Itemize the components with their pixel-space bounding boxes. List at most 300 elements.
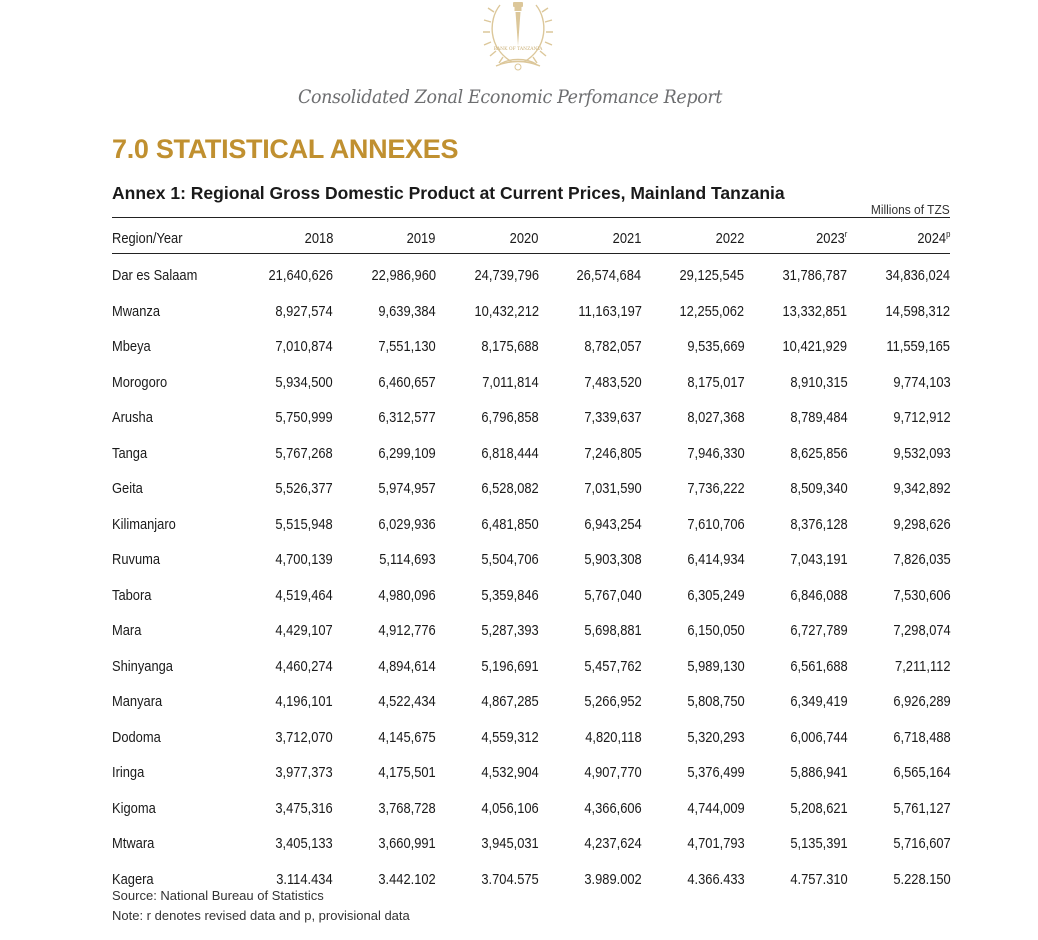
table-row <box>112 365 950 401</box>
region-name: Dar es Salaam <box>112 267 198 285</box>
gdp-value-cell <box>642 862 745 898</box>
gdp-value: 7,010,874 <box>275 338 333 356</box>
gdp-value-cell <box>333 329 436 365</box>
column-header-superscript: r <box>844 228 848 239</box>
gdp-value-cell <box>333 294 436 330</box>
region-name: Manyara <box>112 693 163 711</box>
gdp-value: 4,912,776 <box>378 622 436 640</box>
gdp-value: 3,768,728 <box>378 799 436 817</box>
gdp-value-cell <box>642 542 745 578</box>
gdp-value-cell <box>230 436 333 472</box>
gdp-value: 4,522,434 <box>378 693 436 711</box>
gdp-value: 4,744,009 <box>687 799 745 817</box>
gdp-value-cell <box>333 507 436 543</box>
gdp-value-cell <box>539 826 642 862</box>
column-header-label: 2020 <box>509 229 539 247</box>
region-name-cell <box>112 329 230 365</box>
gdp-value-cell <box>436 471 539 507</box>
region-name-cell <box>112 507 230 543</box>
report-title: Consolidated Zonal Economic Perfomance Report <box>297 86 723 108</box>
gdp-value: 5,320,293 <box>687 728 745 746</box>
region-name-cell <box>112 436 230 472</box>
gdp-value: 6,727,789 <box>789 622 848 640</box>
gdp-value-cell <box>744 254 847 294</box>
gdp-value: 7,211,112 <box>894 657 951 675</box>
gdp-value-cell <box>436 791 539 827</box>
gdp-value: 5,457,762 <box>584 657 642 675</box>
region-name-cell <box>112 365 230 401</box>
gdp-value-cell <box>539 862 642 898</box>
gdp-value-cell <box>333 254 436 294</box>
gdp-value: 4,867,285 <box>481 693 539 711</box>
table-row <box>112 400 950 436</box>
gdp-value-cell <box>847 649 950 685</box>
column-header-label: 2018 <box>304 229 333 247</box>
gdp-value-cell <box>847 542 950 578</box>
gdp-value-cell <box>744 329 847 365</box>
region-name: Ruvuma <box>112 551 161 569</box>
gdp-value: 5,526,377 <box>275 480 333 498</box>
gdp-value: 4,145,675 <box>378 728 436 746</box>
table-header-row <box>112 222 950 254</box>
gdp-value: 9,535,669 <box>687 338 745 356</box>
gdp-value-cell <box>436 826 539 862</box>
gdp-value-cell <box>230 826 333 862</box>
column-header-year <box>744 222 847 254</box>
gdp-value: 12,255,062 <box>679 302 745 320</box>
gdp-value: 8,175,688 <box>481 338 539 356</box>
gdp-value: 24,739,796 <box>474 267 539 285</box>
gdp-value: 3,977,373 <box>275 764 333 782</box>
gdp-value: 6,460,657 <box>378 373 436 391</box>
gdp-value: 5,504,706 <box>481 551 539 569</box>
gdp-value-cell <box>230 507 333 543</box>
gdp-value-cell <box>847 862 950 898</box>
gdp-value: 3.114.434 <box>276 870 333 888</box>
gdp-value: 5,359,846 <box>481 586 539 604</box>
gdp-value: 4,820,118 <box>585 728 642 746</box>
gdp-value-cell <box>230 542 333 578</box>
gdp-value-cell <box>847 684 950 720</box>
gdp-value-cell <box>436 613 539 649</box>
gdp-value-cell <box>333 791 436 827</box>
table-row <box>112 755 950 791</box>
gdp-value: 3.704.575 <box>481 870 539 888</box>
region-name-cell <box>112 294 230 330</box>
column-header-label: 2021 <box>612 229 642 247</box>
gdp-value-cell <box>642 436 745 472</box>
gdp-value: 7,011,814 <box>482 373 539 391</box>
gdp-value-cell <box>744 791 847 827</box>
gdp-value: 6,481,850 <box>481 515 539 533</box>
gdp-value-cell <box>333 471 436 507</box>
source-note: Source: National Bureau of Statistics <box>112 888 324 903</box>
gdp-value-cell <box>436 578 539 614</box>
gdp-value: 5,135,391 <box>789 835 848 853</box>
gdp-value: 5,208,621 <box>789 799 848 817</box>
gdp-value-cell <box>744 507 847 543</box>
gdp-value: 11,163,197 <box>577 302 642 320</box>
gdp-value-cell <box>744 720 847 756</box>
gdp-value-cell <box>333 400 436 436</box>
region-name-cell <box>112 791 230 827</box>
gdp-value: 4.366.433 <box>687 870 745 888</box>
gdp-value: 5,808,750 <box>687 693 745 711</box>
gdp-value-cell <box>333 862 436 898</box>
gdp-value-cell <box>230 471 333 507</box>
region-name: Kagera <box>112 870 154 888</box>
gdp-value-cell <box>744 613 847 649</box>
gdp-value: 9,639,384 <box>378 302 436 320</box>
gdp-value-cell <box>744 826 847 862</box>
gdp-value: 5,989,130 <box>687 657 745 675</box>
gdp-value: 4,701,793 <box>687 835 745 853</box>
column-header-label: 2023 <box>816 229 845 247</box>
gdp-value-cell <box>642 400 745 436</box>
table-row <box>112 720 950 756</box>
gdp-value: 5,761,127 <box>892 799 951 817</box>
gdp-value: 3,660,991 <box>378 835 436 853</box>
column-header-label: 2022 <box>715 229 745 247</box>
gdp-value-cell <box>230 329 333 365</box>
gdp-value: 6,299,109 <box>378 444 436 462</box>
gdp-value-cell <box>847 436 950 472</box>
gdp-value: 3,945,031 <box>481 835 539 853</box>
gdp-value: 7,551,130 <box>378 338 436 356</box>
gdp-value: 4,532,904 <box>481 764 539 782</box>
gdp-value-cell <box>847 329 950 365</box>
gdp-value-cell <box>539 720 642 756</box>
gdp-value-cell <box>230 791 333 827</box>
gdp-value-cell <box>436 507 539 543</box>
gdp-value-cell <box>847 400 950 436</box>
revision-note: Note: r denotes revised data and p, provisional data <box>112 908 410 923</box>
gdp-value: 10,421,929 <box>782 338 848 356</box>
section-title: 7.0 STATISTICAL ANNEXES <box>112 134 459 164</box>
table-row <box>112 254 950 294</box>
column-header-year <box>539 222 642 254</box>
gdp-value: 5,886,941 <box>789 764 848 782</box>
column-header-year <box>230 222 333 254</box>
table-row <box>112 613 950 649</box>
region-name: Kilimanjaro <box>112 515 176 533</box>
gdp-value-cell <box>230 578 333 614</box>
region-name-cell <box>112 400 230 436</box>
gdp-value-cell <box>642 471 745 507</box>
gdp-value: 6,943,254 <box>584 515 642 533</box>
gdp-value: 4,460,274 <box>275 657 333 675</box>
gdp-value-cell <box>539 400 642 436</box>
gdp-value-cell <box>230 684 333 720</box>
gdp-value-cell <box>744 542 847 578</box>
gdp-value-cell <box>230 755 333 791</box>
region-name-cell <box>112 649 230 685</box>
gdp-value-cell <box>539 254 642 294</box>
region-name: Mwanza <box>112 302 161 320</box>
gdp-value-cell <box>539 294 642 330</box>
gdp-value: 5,114,693 <box>379 551 436 569</box>
gdp-value-cell <box>539 613 642 649</box>
gdp-value-cell <box>333 436 436 472</box>
region-name-cell <box>112 720 230 756</box>
gdp-value: 4,429,107 <box>275 622 333 640</box>
gdp-value-cell <box>847 254 950 294</box>
gdp-value: 9,712,912 <box>892 409 951 427</box>
gdp-value: 4,559,312 <box>481 728 539 746</box>
gdp-value-cell <box>436 542 539 578</box>
units-label: Millions of TZS <box>871 202 950 217</box>
table-row <box>112 791 950 827</box>
gdp-value-cell <box>436 755 539 791</box>
gdp-value: 3,405,133 <box>275 835 333 853</box>
gdp-value: 9,342,892 <box>892 480 951 498</box>
gdp-value-cell <box>642 365 745 401</box>
gdp-value: 4,700,139 <box>275 551 333 569</box>
gdp-value-cell <box>847 578 950 614</box>
gdp-value-cell <box>847 294 950 330</box>
region-name: Shinyanga <box>112 657 173 675</box>
gdp-value-cell <box>230 400 333 436</box>
table-row <box>112 507 950 543</box>
gdp-value: 4,894,614 <box>378 657 436 675</box>
gdp-value: 3.989.002 <box>584 870 642 888</box>
gdp-value-cell <box>744 862 847 898</box>
gdp-value-cell <box>539 649 642 685</box>
gdp-value: 5.228.150 <box>892 870 951 888</box>
gdp-value: 14,598,312 <box>885 302 951 320</box>
gdp-value-cell <box>333 365 436 401</box>
gdp-value-cell <box>744 294 847 330</box>
region-name: Geita <box>112 480 143 498</box>
gdp-value: 8,625,856 <box>789 444 848 462</box>
gdp-value: 3.442.102 <box>378 870 436 888</box>
region-name-cell <box>112 471 230 507</box>
gdp-value-cell <box>230 365 333 401</box>
column-header-label: 2019 <box>407 229 436 247</box>
gdp-value: 7,736,222 <box>687 480 745 498</box>
gdp-value: 13,332,851 <box>782 302 848 320</box>
gdp-value: 4,175,501 <box>378 764 436 782</box>
gdp-value-cell <box>333 613 436 649</box>
gdp-value-cell <box>436 436 539 472</box>
gdp-value: 5,376,499 <box>687 764 745 782</box>
gdp-value: 5,196,691 <box>481 657 539 675</box>
gdp-value-cell <box>333 649 436 685</box>
gdp-value: 7,826,035 <box>892 551 951 569</box>
gdp-value: 6,796,858 <box>481 409 539 427</box>
region-name-cell <box>112 254 230 294</box>
gdp-value-cell <box>436 329 539 365</box>
gdp-value-cell <box>847 507 950 543</box>
gdp-value-cell <box>642 329 745 365</box>
gdp-value: 4.757.310 <box>789 870 848 888</box>
region-name: Mara <box>112 622 142 640</box>
gdp-value: 8,509,340 <box>789 480 848 498</box>
gdp-value-cell <box>230 254 333 294</box>
gdp-value: 5,266,952 <box>584 693 642 711</box>
gdp-value: 7,530,606 <box>892 586 951 604</box>
gdp-value-cell <box>642 294 745 330</box>
regional-gdp-table <box>112 222 950 897</box>
gdp-value-cell <box>333 542 436 578</box>
region-name: Morogoro <box>112 373 168 391</box>
gdp-value: 3,475,316 <box>275 799 333 817</box>
gdp-value: 6,528,082 <box>481 480 539 498</box>
gdp-value-cell <box>847 471 950 507</box>
table-row <box>112 471 950 507</box>
gdp-value-cell <box>847 613 950 649</box>
gdp-value: 5,698,881 <box>584 622 642 640</box>
gdp-value: 5,974,957 <box>378 480 436 498</box>
gdp-value-cell <box>642 507 745 543</box>
gdp-value: 3,712,070 <box>275 728 333 746</box>
logo-text: BANK OF TANZANIA <box>493 47 543 52</box>
gdp-value: 7,031,590 <box>584 480 642 498</box>
table-row <box>112 826 950 862</box>
gdp-value-cell <box>539 542 642 578</box>
gdp-value-cell <box>744 684 847 720</box>
gdp-value: 7,339,637 <box>584 409 642 427</box>
region-name: Tabora <box>112 586 152 604</box>
region-name: Mtwara <box>112 835 155 853</box>
gdp-value: 7,483,520 <box>584 373 642 391</box>
gdp-value-cell <box>642 826 745 862</box>
gdp-value-cell <box>642 755 745 791</box>
gdp-value-cell <box>642 791 745 827</box>
gdp-value: 6,565,164 <box>892 764 951 782</box>
gdp-value-cell <box>333 755 436 791</box>
region-name: Kigoma <box>112 799 156 817</box>
column-header-superscript: p <box>945 228 951 239</box>
gdp-value-cell <box>642 720 745 756</box>
region-name: Dodoma <box>112 728 161 746</box>
gdp-value: 9,774,103 <box>892 373 951 391</box>
gdp-value: 7,610,706 <box>687 515 745 533</box>
gdp-value-cell <box>539 471 642 507</box>
gdp-value: 6,006,744 <box>789 728 848 746</box>
table-row <box>112 294 950 330</box>
region-name: Mbeya <box>112 338 151 356</box>
column-header-year <box>844 222 951 254</box>
gdp-value-cell <box>436 684 539 720</box>
gdp-value: 22,986,960 <box>371 267 436 285</box>
gdp-value: 5,716,607 <box>892 835 951 853</box>
table-row <box>112 684 950 720</box>
gdp-value-cell <box>847 826 950 862</box>
gdp-value-cell <box>744 649 847 685</box>
gdp-value-cell <box>642 613 745 649</box>
column-header-region <box>112 222 230 254</box>
gdp-value-cell <box>642 649 745 685</box>
gdp-value: 9,298,626 <box>892 515 951 533</box>
gdp-value-cell <box>539 436 642 472</box>
gdp-value-cell <box>744 755 847 791</box>
table-row <box>112 436 950 472</box>
gdp-value: 7,043,191 <box>789 551 848 569</box>
region-name: Arusha <box>112 409 153 427</box>
table-top-rule <box>112 217 950 218</box>
gdp-value-cell <box>436 862 539 898</box>
gdp-value: 5,903,308 <box>584 551 642 569</box>
gdp-value-cell <box>333 684 436 720</box>
gdp-value-cell <box>847 755 950 791</box>
gdp-value-cell <box>642 254 745 294</box>
gdp-value: 4,980,096 <box>378 586 436 604</box>
gdp-value: 8,782,057 <box>584 338 642 356</box>
gdp-value: 6,349,419 <box>789 693 848 711</box>
gdp-value-cell <box>436 400 539 436</box>
gdp-value-cell <box>539 755 642 791</box>
gdp-value-cell <box>847 791 950 827</box>
gdp-value: 11,559,165 <box>886 338 951 356</box>
gdp-value-cell <box>230 613 333 649</box>
gdp-value-cell <box>847 720 950 756</box>
region-name-cell <box>112 542 230 578</box>
gdp-value-cell <box>539 507 642 543</box>
gdp-value-cell <box>230 720 333 756</box>
gdp-value: 7,298,074 <box>892 622 951 640</box>
gdp-value: 8,376,128 <box>789 515 848 533</box>
gdp-value: 6,150,050 <box>687 622 745 640</box>
gdp-value: 4,366,606 <box>584 799 642 817</box>
gdp-value-cell <box>436 649 539 685</box>
region-name-cell <box>112 684 230 720</box>
column-header-year <box>436 222 539 254</box>
gdp-value-cell <box>333 578 436 614</box>
region-name: Iringa <box>112 764 145 782</box>
gdp-value: 4,237,624 <box>584 835 642 853</box>
gdp-value: 4,907,770 <box>584 764 642 782</box>
gdp-value-cell <box>436 365 539 401</box>
annex-title: Annex 1: Regional Gross Domestic Product at Current Prices, Mainland Tanzania <box>112 183 785 203</box>
gdp-value: 21,640,626 <box>268 267 333 285</box>
gdp-value: 9,532,093 <box>892 444 951 462</box>
gdp-value-cell <box>539 791 642 827</box>
table-row <box>112 649 950 685</box>
gdp-value-cell <box>539 578 642 614</box>
region-name-cell <box>112 613 230 649</box>
gdp-value: 8,175,017 <box>687 373 745 391</box>
column-header-label: Region/Year <box>112 229 183 247</box>
gdp-value: 6,926,289 <box>892 693 951 711</box>
table-body <box>112 254 950 897</box>
gdp-value: 5,767,040 <box>584 586 642 604</box>
bank-of-tanzania-logo <box>460 0 576 72</box>
gdp-value-cell <box>847 365 950 401</box>
gdp-value: 5,934,500 <box>275 373 333 391</box>
gdp-value: 5,750,999 <box>275 409 333 427</box>
gdp-value: 4,056,106 <box>481 799 539 817</box>
gdp-value-cell <box>744 471 847 507</box>
wreath-torch-icon <box>460 0 576 72</box>
gdp-value-cell <box>744 400 847 436</box>
gdp-value: 4,519,464 <box>275 586 333 604</box>
gdp-value: 29,125,545 <box>679 267 745 285</box>
gdp-value: 4,196,101 <box>275 693 333 711</box>
gdp-value-cell <box>333 720 436 756</box>
gdp-value-cell <box>642 578 745 614</box>
gdp-value: 5,515,948 <box>275 515 333 533</box>
gdp-value: 5,767,268 <box>275 444 333 462</box>
gdp-value: 6,718,488 <box>892 728 951 746</box>
gdp-value: 26,574,684 <box>576 267 642 285</box>
gdp-value: 6,561,688 <box>789 657 848 675</box>
gdp-value: 8,910,315 <box>789 373 848 391</box>
gdp-value-cell <box>230 649 333 685</box>
region-name-cell <box>112 578 230 614</box>
region-name-cell <box>112 826 230 862</box>
gdp-value: 10,432,212 <box>474 302 539 320</box>
